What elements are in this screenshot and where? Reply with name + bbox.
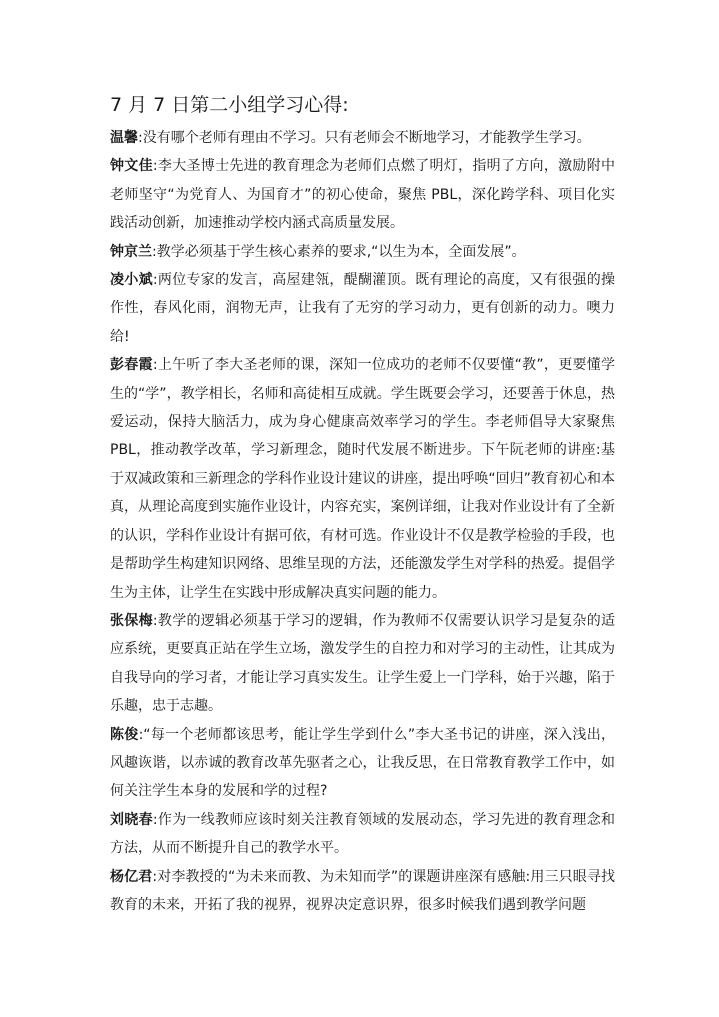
speaker-name: 钟文佳 <box>110 158 153 175</box>
speaker-name: 彭春霞 <box>110 357 153 374</box>
entry-text: 上午听了李大圣老师的课，深知一位成功的老师不仅要懂“教”，更要懂学生的“学”，教学相长，名师和高徒相互成就。学生既要会学习，还要善于休息，热爱运动，保持大脑活力，成为身心健康高效率学习的学生。李老师倡导大家聚焦 PBL，推动教学改革，学习新理念，随时代发展不断进步。下午阮老师的讲座:基于双减政策和三新理念的学科作业设计建议的讲座，提出呼唤“回归”教育初心和本真，从理论高度到实施作业设计，内容充实，案例详细，让我对作业设计有了全新的认识，学科作业设计有据可依，有材可选。作业设计不仅是教学检验的手段，也是帮助学生构建知识网络、思维呈现的方法，还能激发学生对学科的热爱。提倡学生为主体，让学生在实践中形成解决真实问题的能力。 <box>110 357 616 601</box>
entry-text: 对李教授的“为未来而教、为未知而学”的课题讲座深有感触:用三只眼寻找教育的未来，开拓了我的视界，视界决定意识界，很多时候我们遇到教学问题 <box>110 868 615 913</box>
entry-zhong-jinglan <box>110 238 615 266</box>
speaker-name: 刘晓春 <box>110 811 153 828</box>
entry-chen-jun <box>110 721 615 806</box>
entry-text: 作为一线教师应该时刻关注教育领域的发展动态，学习先进的教育理念和方法，从而不断提升自己的教学水平。 <box>110 811 616 857</box>
speaker-separator: : <box>152 612 158 629</box>
entry-text: 两位专家的发言，高屋建瓴，醍醐灌顶。既有理论的高度，又有很强的操作性，春风化雨，润物无声，让我有了无穷的学习动力，更有创新的动力。噢力给! <box>110 272 616 345</box>
speaker-name: 钟京兰 <box>110 243 152 260</box>
entry-zhong-wenjia <box>110 152 615 237</box>
speaker-name: 陈俊 <box>110 726 139 743</box>
speaker-name: 温馨 <box>110 130 138 146</box>
entry-zhang-baomei <box>110 607 615 721</box>
speaker-name: 张保梅 <box>110 612 153 629</box>
speaker-separator: : <box>138 130 143 146</box>
entry-yang-yijun <box>110 863 615 920</box>
entry-text: 没有哪个老师有理由不学习。只有老师会不断地学习，才能教学生学习。 <box>142 130 591 146</box>
speaker-separator: : <box>152 868 158 885</box>
entry-text: 教学的逻辑必须基于学习的逻辑，作为教师不仅需要认识学习是复杂的适应系统，更要真正站在学生立场，激发学生的自控力和对学习的主动性，让其成为自我导向的学习者，才能让学习真实发生。让学生爱上一门学科，始于兴趣，陷于乐趣，忠于志趣。 <box>110 612 616 715</box>
entry-ling-xiaobin <box>110 266 615 351</box>
document-page <box>110 90 615 919</box>
speaker-name: 凌小斌 <box>110 272 153 289</box>
entry-text: 教学必须基于学生核心素养的要求,“以生为本，全面发展”。 <box>156 243 526 260</box>
speaker-separator: : <box>152 243 157 260</box>
speaker-separator: : <box>152 811 158 828</box>
speaker-separator: : <box>152 357 158 374</box>
entry-text: “每一个老师都该思考，能让学生学到什么”李大圣书记的讲座，深入浅出，风趣诙谐，以赤诚的教育改革先驱者之心，让我反思，在日常教育教学工作中，如何关注学生本身的发展和学的过程? <box>110 726 615 800</box>
speaker-separator: : <box>152 158 158 175</box>
speaker-separator: : <box>152 272 158 289</box>
entry-peng-chunxia <box>110 351 615 607</box>
speaker-name: 杨亿君 <box>110 868 153 885</box>
entry-wenxin <box>110 124 615 152</box>
speaker-separator: : <box>138 726 144 743</box>
entry-text: 李大圣博士先进的教育理念为老师们点燃了明灯，指明了方向，激励附中老师坚守“为党育人、为国育才”的初心使命，聚焦 PBL，深化跨学科、项目化实践活动创新，加速推动学校内涵式高质量发展。 <box>110 158 616 232</box>
document-title: 7 月 7 日第二小组学习心得: <box>110 94 349 116</box>
entry-liu-xiaochun <box>110 806 615 863</box>
